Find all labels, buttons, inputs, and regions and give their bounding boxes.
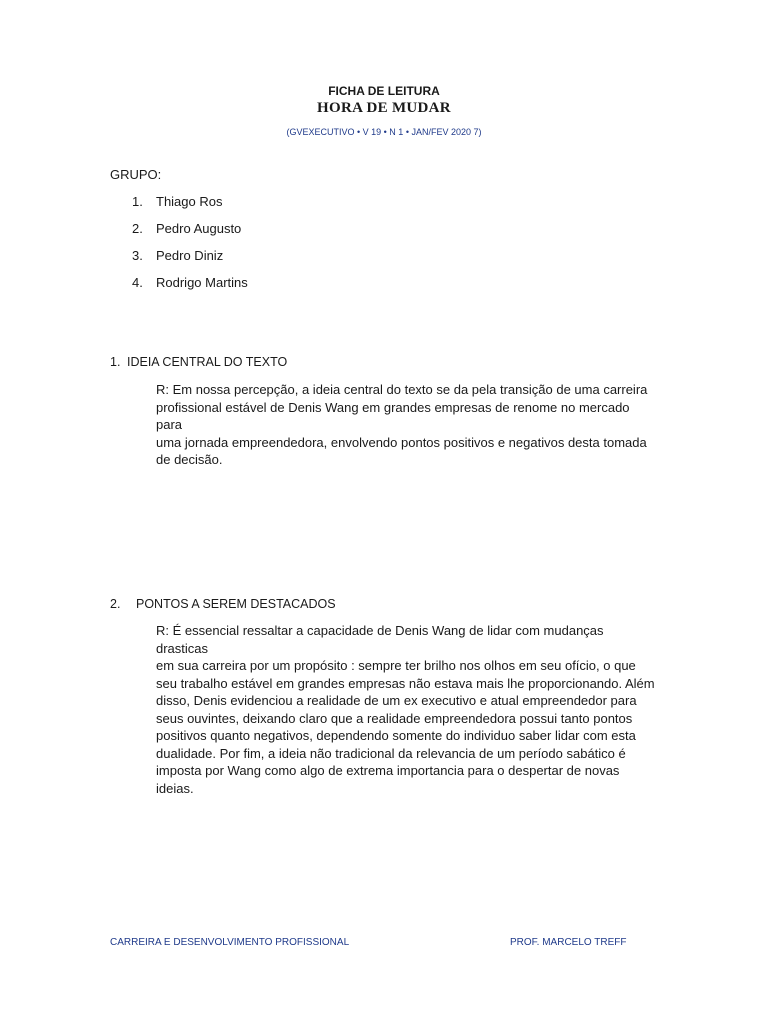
group-label: GRUPO: [110,167,162,182]
list-item [132,220,241,238]
document-title: HORA DE MUDAR [317,100,451,116]
answer-line: seus ouvintes, deixando claro que a realidade empreendedora possui tanto pontos [156,710,633,726]
publication-reference: (GVEXECUTIVO • V 19 • N 1 • JAN/FEV 2020 7) [286,127,482,137]
answer-line: seu trabalho estável em grandes empresas não estava mais lhe proporcionando. Além [156,675,655,691]
answer-line: em sua carreira por um propósito : sempre ter brilho nos olhos em seu ofício, o que [156,658,636,673]
answer-line: positivos quanto negativos, dependendo somente do individuo saber lidar com esta [156,728,636,743]
member-name: Rodrigo Martins [156,275,248,290]
section-number: 1. [110,355,121,369]
member-name: Pedro Augusto [156,221,242,236]
document-label: FICHA DE LEITURA [328,84,440,98]
section-answer [156,622,656,797]
list-item [132,247,223,265]
section-title: PONTOS A SEREM DESTACADOS [136,597,336,611]
list-number: 1. [132,194,143,209]
list-number: 4. [132,275,143,290]
member-name: Pedro Diniz [156,248,224,263]
answer-line: uma jornada empreendedora, envolvendo pontos positivos e negativos desta tomada [156,434,647,450]
section-heading [110,597,336,611]
list-item [132,274,248,292]
member-name: Thiago Ros [156,194,223,209]
footer-course: CARREIRA E DESENVOLVIMENTO PROFISSIONAL [110,937,350,948]
answer-line: R: Em nossa percepção, a ideia central do texto se da pela transição de uma carreira [156,382,648,397]
answer-line: imposta por Wang como algo de extrema importancia para o despertar de novas [156,763,620,778]
section-title: IDEIA CENTRAL DO TEXTO [127,355,288,369]
list-item [132,193,222,211]
section-number: 2. [110,597,121,611]
footer-professor: PROF. MARCELO TREFF [510,937,627,948]
answer-line: R: É essencial ressaltar a capacidade de Denis Wang de lidar com mudanças drasticas [156,623,604,656]
answer-line: ideias. [156,780,194,796]
list-number: 2. [132,221,143,236]
section-answer [156,381,656,469]
answer-line: profissional estável de Denis Wang em grandes empresas de renome no mercado para [156,399,630,432]
list-number: 3. [132,248,143,263]
answer-line: dualidade. Por fim, a ideia não tradicional da relevancia de um período sabático é [156,745,626,761]
answer-line: disso, Denis evidenciou a realidade de um ex executivo e atual empreendedor para [156,693,637,708]
answer-line: de decisão. [156,452,223,467]
section-heading [110,355,287,369]
